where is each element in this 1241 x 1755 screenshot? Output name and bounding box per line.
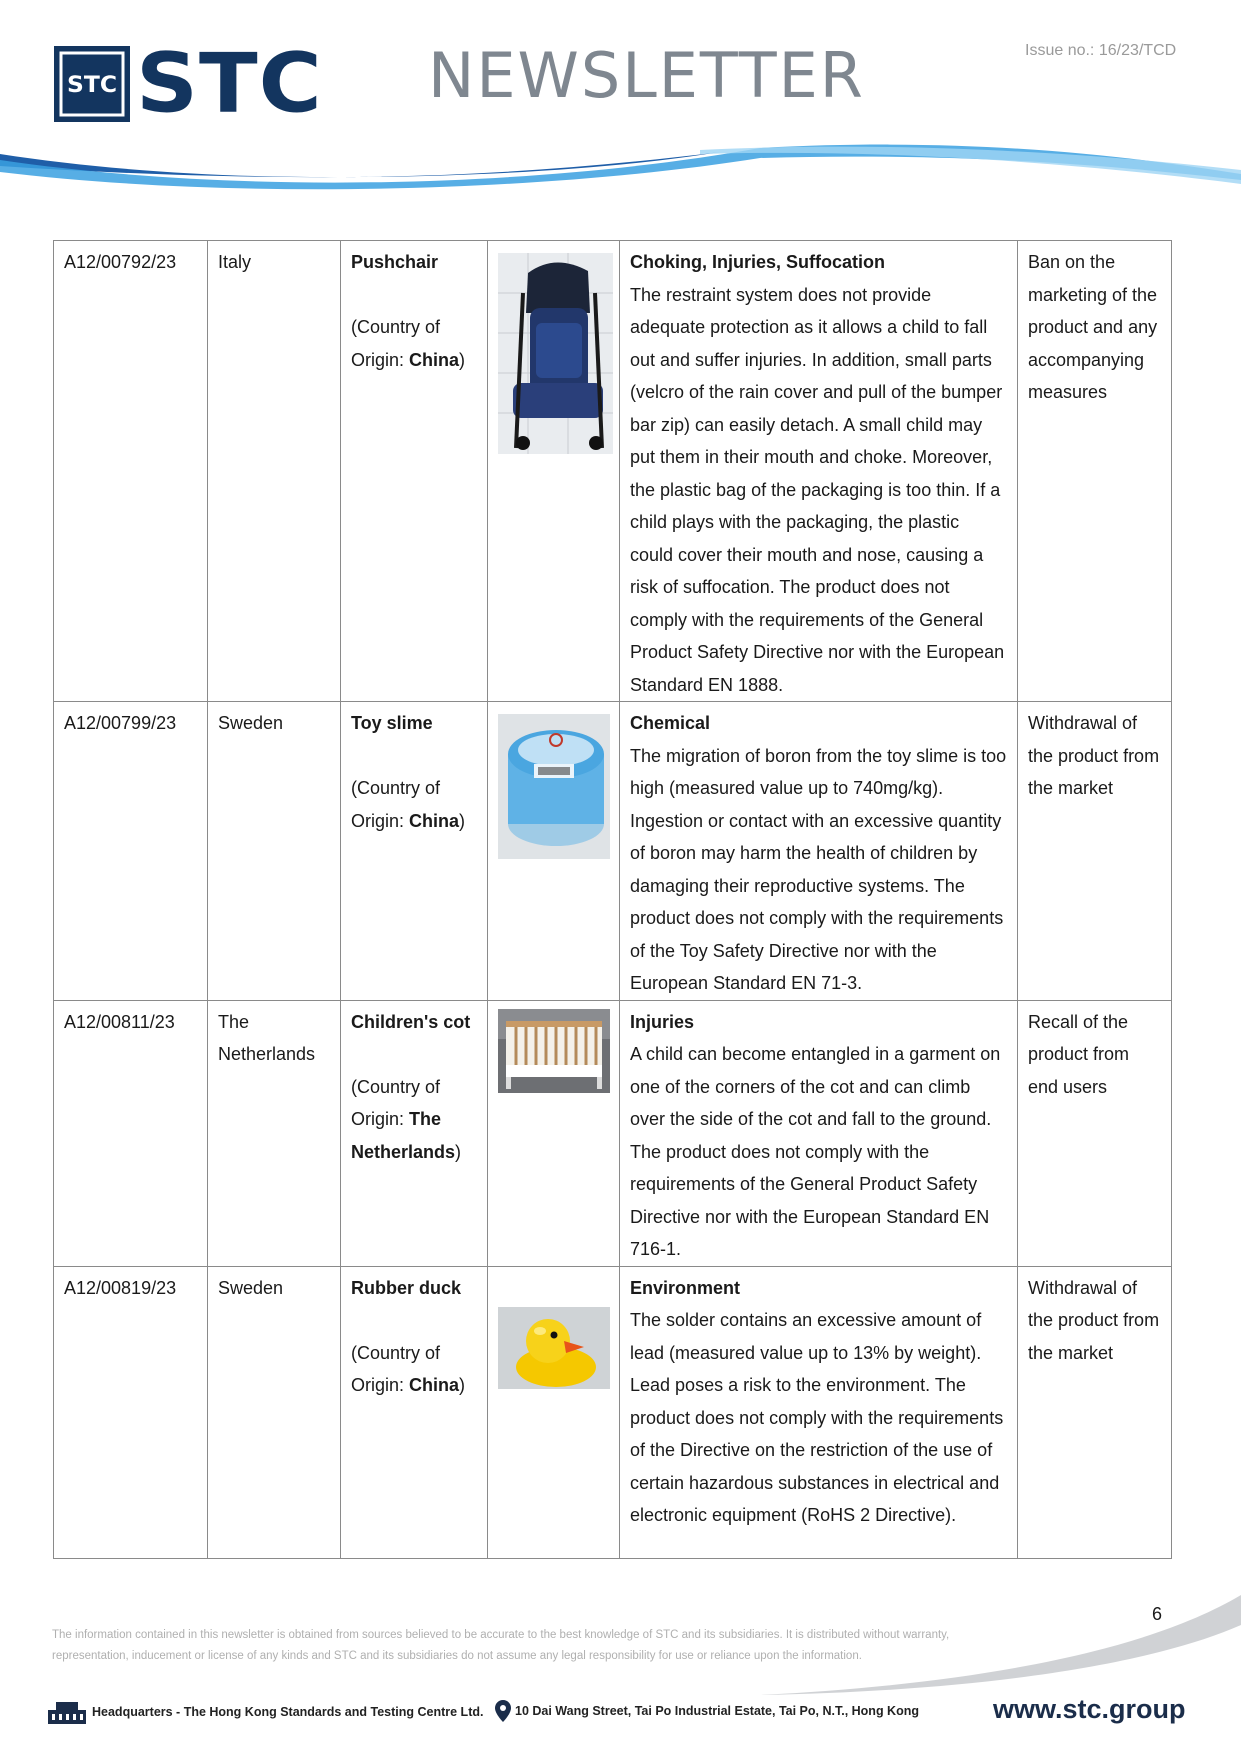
origin-country: China	[409, 810, 460, 831]
product-name: Rubber duck	[351, 1277, 462, 1298]
risk-type: Environment	[630, 1277, 741, 1298]
image-cell	[488, 702, 620, 1001]
origin-country: China	[409, 1375, 460, 1395]
rubber-duck-photo	[498, 1307, 610, 1389]
measures-cell: Withdrawal of the product from the market	[1018, 1266, 1172, 1558]
product-name: Toy slime	[351, 713, 433, 733]
pushchair-photo	[498, 253, 613, 454]
table-row	[54, 241, 1172, 702]
origin-text: (Country of Origin: China)	[351, 778, 466, 831]
stc-logo	[52, 36, 323, 132]
risk-description: The migration of boron from the toy slime is too high (measured value up to 740mg/kg). Ingestion or contact with an excessive quantity of boron may harm the health of children by damaging their reproductive systems. The product does not comply with the requirements of the Toy Safety Directive nor with the European Standard EN 71-3.	[630, 745, 1007, 993]
risk-cell	[620, 702, 1018, 1001]
toy-slime-photo	[498, 714, 610, 859]
brand-name: STC	[136, 36, 323, 132]
country-cell: The Netherlands	[208, 1000, 341, 1266]
product-name: Children's cot	[351, 1011, 471, 1032]
risk-type: Chemical	[630, 713, 711, 733]
image-cell	[488, 1000, 620, 1266]
newsletter-title: NEWSLETTER	[428, 39, 865, 112]
table-row	[54, 1266, 1172, 1558]
headquarters	[48, 1700, 483, 1724]
page-header	[0, 0, 1241, 200]
country-cell: Sweden	[208, 1266, 341, 1558]
recall-table	[53, 240, 1172, 1559]
product-cell	[341, 1000, 488, 1266]
issue-number: Issue no.: 16/23/TCD	[1025, 42, 1177, 59]
headquarters-text: Headquarters - The Hong Kong Standards and Testing Centre Ltd.	[92, 1705, 484, 1719]
page-number: 6	[1152, 1604, 1163, 1624]
logo-mark-text: STC	[67, 73, 117, 98]
risk-type: Injuries	[630, 1011, 695, 1032]
table-row	[54, 702, 1172, 1001]
risk-cell	[620, 1266, 1018, 1558]
website-link[interactable]: www.stc.group	[993, 1694, 1186, 1724]
table-row	[54, 1000, 1172, 1266]
disclaimer-text: The information contained in this newsletter is obtained from sources believed to be accurate to the best knowledge of STC and its subsidiaries. It is distributed without warranty, representation, inducement or license of any kinds and STC and its subsidiaries do not assume any legal responsibility for use or reliance upon the information.	[52, 1629, 950, 1662]
product-name: Pushchair	[351, 252, 439, 272]
risk-description: A child can become entangled in a garment on one of the corners of the cot and can climb over the side of the cot and fall to the ground. The product does not comply with the requirements of the General Product Safety Directive nor with the European Standard EN 716-1.	[630, 1044, 1001, 1259]
origin-country: China	[409, 349, 460, 370]
reference-cell: A12/00819/23	[54, 1266, 208, 1558]
reference-cell: A12/00799/23	[54, 702, 208, 1001]
origin-text: (Country of Origin: China)	[351, 1342, 466, 1395]
building-icon	[48, 1700, 86, 1724]
location-pin-icon	[495, 1700, 511, 1722]
reference-cell: A12/00811/23	[54, 1000, 208, 1266]
product-cell	[341, 1266, 488, 1558]
origin-country: The Netherlands	[351, 1109, 456, 1162]
product-cell	[341, 702, 488, 1001]
reference-cell: A12/00792/23	[54, 241, 208, 702]
origin-text: (Country of Origin: China)	[351, 317, 466, 370]
risk-type: Choking, Injuries, Suffocation	[630, 252, 886, 272]
address	[495, 1700, 919, 1722]
header-swoosh-graphic	[0, 140, 1241, 200]
product-cell	[341, 241, 488, 702]
page-footer	[48, 1694, 1198, 1734]
stc-logo-mark-icon	[52, 44, 132, 124]
risk-description: The solder contains an excessive amount of lead (measured value up to 13% by weight). Lead poses a risk to the environment. The product does not comply with the requirements of the Directive on the restriction of the use of certain hazardous substances in electrical and electronic equipment (RoHS 2 Directive).	[630, 1310, 1004, 1525]
measures-cell: Ban on the marketing of the product and any accompanying measures	[1018, 241, 1172, 702]
image-cell	[488, 1266, 620, 1558]
address-text: 10 Dai Wang Street, Tai Po Industrial Estate, Tai Po, N.T., Hong Kong	[515, 1704, 919, 1718]
country-cell: Italy	[208, 241, 341, 702]
risk-cell	[620, 241, 1018, 702]
measures-cell: Recall of the product from end users	[1018, 1000, 1172, 1266]
measures-cell: Withdrawal of the product from the market	[1018, 702, 1172, 1001]
country-cell: Sweden	[208, 702, 341, 1001]
risk-cell	[620, 1000, 1018, 1266]
cot-photo	[498, 1009, 610, 1093]
risk-description: The restraint system does not provide adequate protection as it allows a child to fall out and suffer injuries. In addition, small parts (velcro of the rain cover and pull of the bumper bar zip) can easily detach. A small child may put them in their mouth and choke. Moreover, the plastic bag of the packaging is too thin. If a child plays with the packaging, the plastic could cover their mouth and nose, causing a risk of suffocation. The product does not comply with the requirements of the General Product Safety Directive nor with the European Standard EN 1888.	[630, 284, 1005, 695]
origin-text: (Country of Origin: The Netherlands)	[351, 1076, 462, 1162]
image-cell	[488, 241, 620, 702]
